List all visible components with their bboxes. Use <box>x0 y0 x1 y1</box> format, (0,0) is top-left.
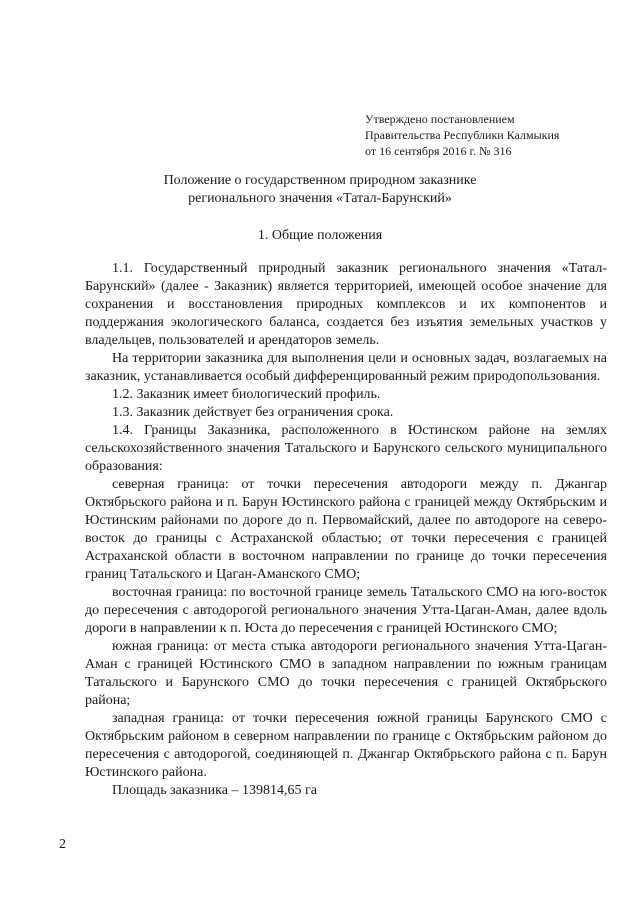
paragraph-regime: На территории заказника для выполнения цели и основных задач, возлагаемых на заказник, устанавливается особый дифференцированный режим природопользования. <box>85 351 607 384</box>
approval-line-2: Правительства Республики Калмыкия <box>365 128 560 142</box>
paragraph-1-2: 1.2. Заказник имеет биологический профиль. <box>112 387 381 402</box>
paragraph-1-3: 1.3. Заказник действует без ограничения срока. <box>112 405 394 420</box>
paragraph-west-border: западная граница: от точки пересечения южной границы Барунского СМО с Октябрьским районом в северном направлении по границе с Октябрьским районом до пересечения с автодорогой, соединяющей п. Джангар Октябрьского района с п. Барун Юстинского района. <box>85 711 607 780</box>
paragraph-1-1: 1.1. Государственный природный заказник регионального значения «Татал-Барунский» (далее - Заказник) является территорией, имеющей особое значение для сохранения и восстановления природных комплексов и их компонентов и поддержания экологического баланса, создается без изъятия земельных участков у владельцев, пользователей и арендаторов земель. <box>85 261 607 348</box>
document-title-line-2: регионального значения «Татал-Барунский» <box>188 191 452 206</box>
document-title-line-1: Положение о государственном природном заказнике <box>163 173 477 188</box>
page-number: 2 <box>59 837 66 852</box>
section-heading: 1. Общие положения <box>257 228 383 243</box>
paragraph-south-border: южная граница: от места стыка автодороги регионального значения Утта-Цаган-Аман с границей Юстинского СМО в западном направлении по южным границам Татальского и Барунского СМО до точки пересечения с границей Октябрьского района; <box>85 639 607 708</box>
approval-line-1: Утверждено постановлением <box>365 112 515 126</box>
approval-stamp <box>365 111 559 159</box>
paragraph-1-4: 1.4. Границы Заказника, расположенного в Юстинском районе на землях сельскохозяйственного значения Татальского и Барунского сельского муниципального образования: <box>85 423 607 474</box>
paragraph-north-border: северная граница: от точки пересечения автодороги между п. Джангар Октябрьского района и п. Барун Юстинского района с границей между Октябрьским и Юстинским районами по дороге до п. Первомайский, далее по автодороге на северо-восток до границы с Астраханской областью; от точки пересечения с границей Астраханской области в восточном направлении по границе до точки пересечения границ Татальского и Цаган-Аманского СМО; <box>85 477 607 582</box>
document-title <box>0 172 640 208</box>
paragraph-east-border: восточная граница: по восточной границе земель Татальского СМО на юго-восток до пересечения с автодорогой регионального значения Утта-Цаган-Аман, далее вдоль дороги в направлении к п. Юста до пересечения с границей Юстинского СМО; <box>85 585 607 636</box>
document-body <box>85 260 607 800</box>
paragraph-area: Площадь заказника – 139814,65 га <box>112 783 317 798</box>
approval-line-3: от 16 сентября 2016 г. № 316 <box>365 144 512 158</box>
